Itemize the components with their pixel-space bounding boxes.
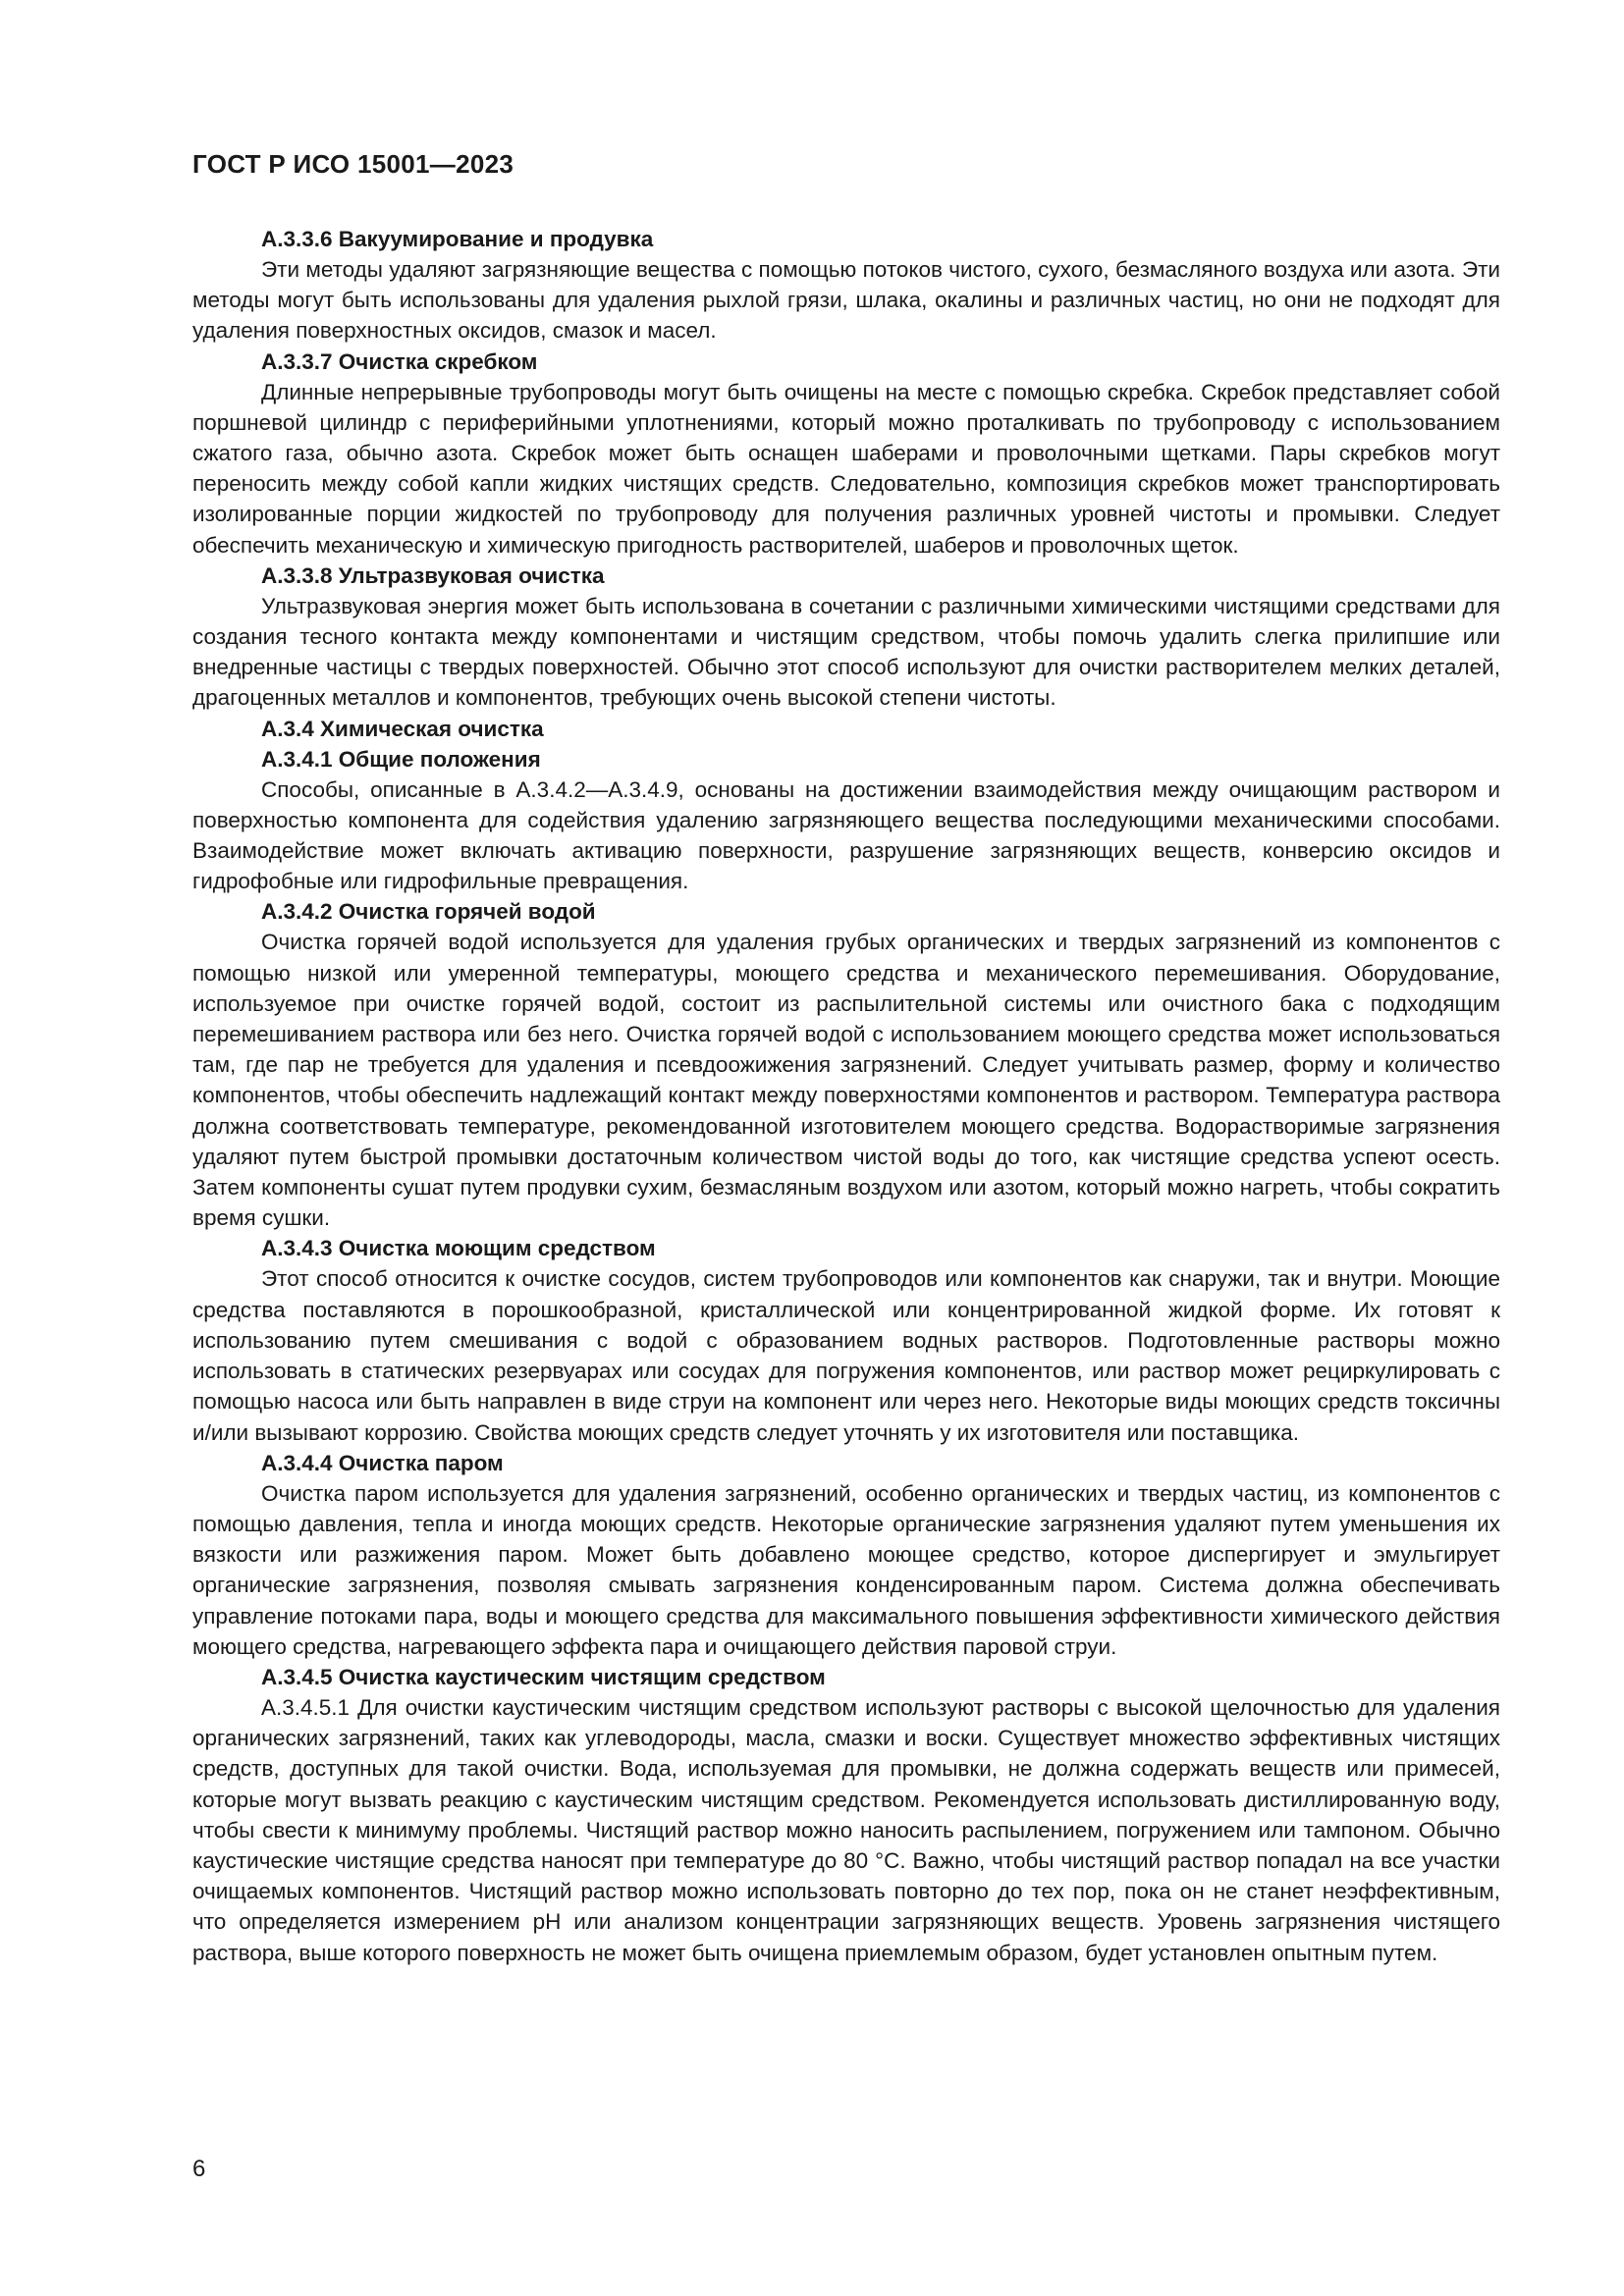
- section-a-3-4-1: [192, 744, 1500, 897]
- section-paragraph: Способы, описанные в А.3.4.2—А.3.4.9, основаны на достижении взаимодействия между очищающим раствором и поверхностью компонента для содействия удалению загрязняющего вещества последующими механическими способами. Взаимодействие может включать активацию поверхности, разрушение загрязняющих веществ, конверсию оксидов и гидрофобные или гидрофильные превращения.: [192, 776, 1500, 894]
- section-a-3-3-7: [192, 347, 1500, 561]
- document-body: [192, 224, 1500, 1968]
- section-paragraph: Очистка горячей водой используется для удаления грубых органических и твердых загрязнений из компонентов с помощью низкой или умеренной температуры, моющего средства и механического перемешивания. Оборудование, используемое при очистке горячей водой, состоит из распылительной системы или очистного бака с подходящим перемешиванием раствора или без него. Очистка горячей водой с использованием моющего средства может использоваться там, где пар не требуется для удаления и псевдоожижения загрязнений. Следует учитывать размер, форму и количество компонентов, чтобы обеспечить надлежащий контакт между поверхностями компонентов и раствором. Температура раствора должна соответствовать температуре, рекомендованной изготовителем моющего средства. Водорастворимые загрязнения удаляют путем быстрой промывки достаточным количеством чистой воды до того, как чистящие средства успеют осесть. Затем компоненты сушат путем продувки сухим, безмасляным воздухом или азотом, который можно нагреть, чтобы сократить время сушки.: [192, 930, 1500, 1231]
- section-a-3-4-2: [192, 896, 1500, 1233]
- section-paragraph: Эти методы удаляют загрязняющие вещества с помощью потоков чистого, сухого, безмасляного воздуха или азота. Эти методы могут быть использованы для удаления рыхлой грязи, шлака, окалины и различных частиц, но они не подходят для удаления поверхностных оксидов, смазок и масел.: [192, 257, 1500, 344]
- section-a-3-4: [192, 714, 1500, 744]
- section-a-3-4-4: [192, 1448, 1500, 1662]
- section-heading: А.3.4.4 Очистка паром: [261, 1450, 504, 1475]
- section-heading: А.3.4.5 Очистка каустическим чистящим средством: [261, 1664, 826, 1689]
- section-paragraph: Этот способ относится к очистке сосудов, систем трубопроводов или компонентов как снаружи, так и внутри. Моющие средства поставляются в порошкообразной, кристаллической или концентрированной жидкой форме. Их готовят к использованию путем смешивания с водой с образованием водных растворов. Подготовленные растворы можно использовать в статических резервуарах или сосудах для погружения компонентов, или раствор может рециркулировать с помощью насоса или быть направлен в виде струи на компонент или через него. Некоторые виды моющих средств токсичны и/или вызывают коррозию. Свойства моющих средств следует уточнять у их изготовителя или поставщика.: [192, 1266, 1500, 1445]
- section-heading: А.3.3.8 Ультразвуковая очистка: [261, 562, 605, 588]
- page-number: 6: [192, 2156, 206, 2182]
- section-a-3-4-5: [192, 1662, 1500, 1968]
- section-heading: А.3.3.6 Вакуумирование и продувка: [261, 227, 654, 251]
- section-paragraph: Ультразвуковая энергия может быть использована в сочетании с различными химическими чистящими средствами для создания тесного контакта между компонентами и чистящим средством, чтобы помочь удалить слегка прилипшие или внедренные частицы с твердых поверхностей. Обычно этот способ используют для очистки растворителем мелких деталей, драгоценных металлов и компонентов, требующих очень высокой степени чистоты.: [192, 593, 1500, 711]
- section-heading: А.3.4 Химическая очистка: [261, 716, 544, 741]
- section-heading: А.3.3.7 Очистка скребком: [261, 348, 538, 374]
- section-a-3-3-6: [192, 224, 1500, 347]
- section-heading: А.3.4.3 Очистка моющим средством: [261, 1236, 656, 1261]
- section-paragraph: Длинные непрерывные трубопроводы могут быть очищены на месте с помощью скребка. Скребок представляет собой поршневой цилиндр с периферийными уплотнениями, который можно проталкивать по трубопроводу с использованием сжатого газа, обычно азота. Скребок может быть оснащен шаберами и проволочными щетками. Пары скребков могут переносить между собой капли жидких чистящих средств. Следовательно, композиция скребков может транспортировать изолированные порции жидкостей по трубопроводу для получения различных уровней чистоты и промывки. Следует обеспечить механическую и химическую пригодность растворителей, шаберов и проволочных щеток.: [192, 379, 1500, 558]
- section-paragraph: А.3.4.5.1 Для очистки каустическим чистящим средством используют растворы с высокой щелочностью для удаления органических загрязнений, таких как углеводороды, масла, смазки и воски. Существует множество эффективных чистящих средств, доступных для такой очистки. Вода, используемая для промывки, не должна содержать веществ или примесей, которые могут вызвать реакцию с каустическим чистящим средством. Рекомендуется использовать дистиллированную воду, чтобы свести к минимуму проблемы. Чистящий раствор можно наносить распылением, погружением или тампоном. Обычно каустические чистящие средства наносят при температуре до 80 °С. Важно, чтобы чистящий раствор попадал на все участки очищаемых компонентов. Чистящий раствор можно использовать повторно до тех пор, пока он не станет неэффективным, что определяется измерением pH или анализом концентрации загрязняющих веществ. Уровень загрязнения чистящего раствора, выше которого поверхность не может быть очищена приемлемым образом, будет установлен опытным путем.: [192, 1694, 1500, 1965]
- section-heading: А.3.4.2 Очистка горячей водой: [261, 899, 596, 925]
- section-a-3-3-8: [192, 561, 1500, 714]
- section-a-3-4-3: [192, 1233, 1500, 1447]
- section-paragraph: Очистка паром используется для удаления загрязнений, особенно органических и твердых частиц, из компонентов с помощью давления, тепла и иногда моющих средств. Некоторые органические загрязнения удаляют путем уменьшения их вязкости или разжижения паром. Может быть добавлено моющее средство, которое диспергирует и эмульгирует органические загрязнения, позволяя смывать загрязнения конденсированным паром. Система должна обеспечивать управление потоками пара, воды и моющего средства для максимального повышения эффективности химического действия моющего средства, нагревающего эффекта пара и очищающего действия паровой струи.: [192, 1480, 1500, 1659]
- document-header: ГОСТ Р ИСО 15001—2023: [192, 149, 514, 179]
- section-heading: А.3.4.1 Общие положения: [261, 746, 541, 772]
